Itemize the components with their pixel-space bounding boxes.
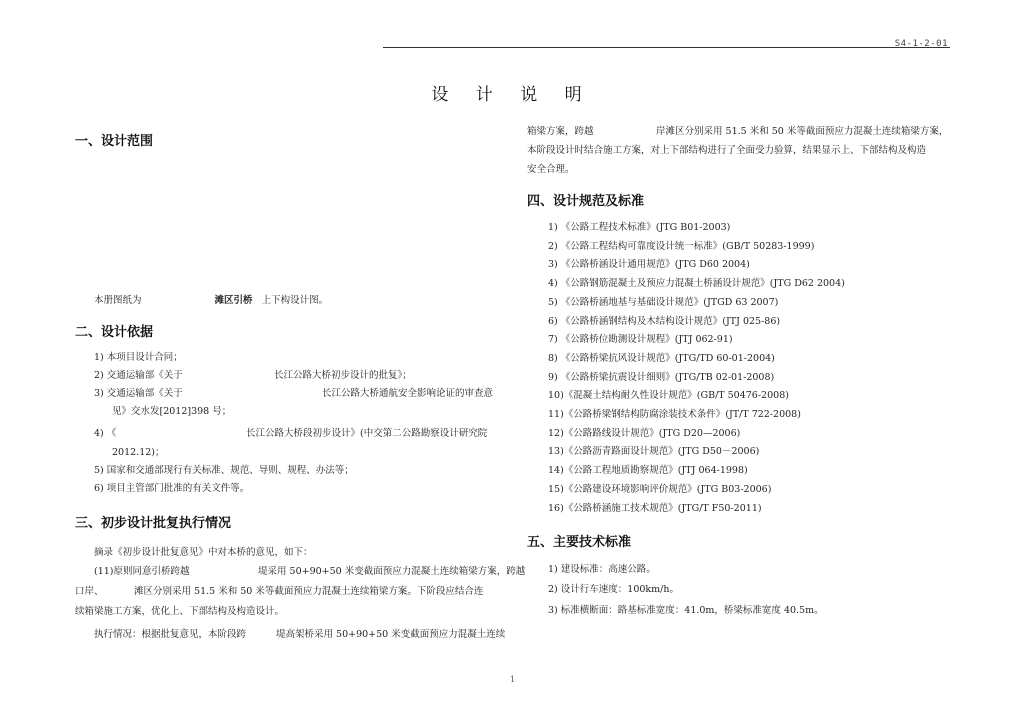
approval-line-5b: 堤高架桥采用 50+90+50 米变截面预应力混凝土连续 <box>276 629 506 640</box>
spec-item: 15)《公路建设环境影响评价规范》(JTG B03-2006) <box>548 483 772 495</box>
page-number: 1 <box>510 675 516 684</box>
spec-item: 14)《公路工程地质勘察规范》(JTJ 064-1998) <box>548 465 748 477</box>
section-4-heading: 四、设计规范及标准 <box>527 194 645 209</box>
basis-item-2-head: 2) 交通运输部《关于 <box>94 370 183 381</box>
spec-item: 13)《公路沥青路面设计规范》(JTG D50－2006) <box>548 446 760 458</box>
scope-text <box>94 292 328 306</box>
basis-item-4-head: 4) 《 <box>94 428 117 439</box>
scope-text-b: 滩区引桥 <box>214 295 253 306</box>
spec-item: 4) 《公路钢筋混凝土及预应力混凝土桥涵设计规范》(JTG D62 2004) <box>548 278 845 290</box>
basis-item-6: 6) 项目主管部门批准的有关文件等。 <box>94 483 250 494</box>
section-5-heading: 五、主要技术标准 <box>527 535 632 550</box>
spec-item: 12)《公路路线设计规范》(JTG D20—2006) <box>548 427 741 439</box>
continuation-line-1a: 箱梁方案，跨越 <box>527 126 594 137</box>
spec-item: 16)《公路桥涵施工技术规范》(JTG/T F50-2011) <box>548 502 762 514</box>
basis-item-2-tail: 长江公路大桥初步设计的批复》； <box>274 370 412 381</box>
document-number: S4-1-2-01 <box>894 39 948 49</box>
spec-item: 8) 《公路桥梁抗风设计规范》(JTG/TD 60-01-2004) <box>548 352 775 364</box>
spec-item: 2) 《公路工程结构可靠度设计统一标准》(GB/T 50283-1999) <box>548 240 815 252</box>
approval-line-2a: (11)原则同意引桥跨越 <box>94 566 190 577</box>
approval-line-3a: 口岸、 <box>75 586 104 597</box>
spec-item: 1) 《公路工程技术标准》(JTG B01-2003) <box>548 222 731 233</box>
spec-item: 3) 《公路桥涵设计通用规范》(JTG D60 2004) <box>548 259 750 271</box>
approval-line-5a: 执行情况：根据批复意见，本阶段跨 <box>94 629 247 640</box>
approval-line-3b: 滩区分别采用 51.5 米和 50 米等截面预应力混凝土连续箱梁方案。下阶段应结合连 <box>134 586 484 597</box>
scope-text-a: 本册图纸为 <box>94 295 142 306</box>
spec-item: 9) 《公路桥梁抗震设计细则》(JTG/TB 02-01-2008) <box>548 371 775 383</box>
spec-item: 6) 《公路桥涵钢结构及木结构设计规范》(JTJ 025-86) <box>548 315 781 327</box>
page-title: 设 计 说 明 <box>431 85 593 105</box>
basis-item-3-head: 3) 交通运输部《关于 <box>94 388 183 399</box>
approval-line-2b: 堤采用 50+90+50 米变截面预应力混凝土连续箱梁方案，跨越 <box>258 566 526 577</box>
spec-item: 10)《混凝土结构耐久性设计规范》(GB/T 50476-2008) <box>548 390 789 402</box>
spec-item: 7) 《公路桥位勘测设计规程》(JTJ 062-91) <box>548 334 733 346</box>
approval-line-4: 续箱梁施工方案，优化上、下部结构及构造设计。 <box>75 606 285 617</box>
basis-item-1: 1) 本项目设计合同； <box>94 352 183 363</box>
header-rule <box>383 47 950 48</box>
scope-text-c: 上下构设计图。 <box>261 295 329 306</box>
spec-item: 5) 《公路桥涵地基与基础设计规范》(JTGD 63 2007) <box>548 296 779 308</box>
basis-item-4-cont: 2012.12)； <box>112 447 165 458</box>
continuation-line-2: 本阶段设计时结合施工方案，对上下部结构进行了全面受力验算，结果显示上、下部结构及构造 <box>527 145 927 156</box>
basis-item-5: 5) 国家和交通部现行有关标准、规范、导则、规程、办法等； <box>94 465 354 476</box>
basis-item-3-cont: 见》交水发[2012]398 号； <box>112 406 232 417</box>
section-1-heading: 一、设计范围 <box>75 134 154 149</box>
basis-item-2 <box>94 367 183 381</box>
standard-item-1: 1) 建设标准：高速公路。 <box>548 564 656 575</box>
standard-item-2: 2) 设计行车速度：100km/h。 <box>548 584 679 595</box>
basis-item-3-tail: 长江公路大桥通航安全影响论证的审查意 <box>322 388 494 399</box>
section-3-heading: 三、初步设计批复执行情况 <box>75 516 232 531</box>
approval-line-1: 摘录《初步设计批复意见》中对本桥的意见，如下： <box>94 547 313 558</box>
continuation-line-3: 安全合理。 <box>527 164 575 175</box>
standard-item-3: 3) 标准横断面：路基标准宽度：41.0m，桥梁标准宽度 40.5m。 <box>548 605 824 616</box>
section-2-heading: 二、设计依据 <box>75 325 154 340</box>
basis-item-4-tail: 长江公路大桥段初步设计》(中交第二公路勘察设计研究院 <box>246 428 488 439</box>
spec-item: 11)《公路桥梁钢结构防腐涂装技术条件》(JT/T 722-2008) <box>548 409 801 420</box>
continuation-line-1b: 岸滩区分别采用 51.5 米和 50 米等截面预应力混凝土连续箱梁方案， <box>656 126 949 137</box>
